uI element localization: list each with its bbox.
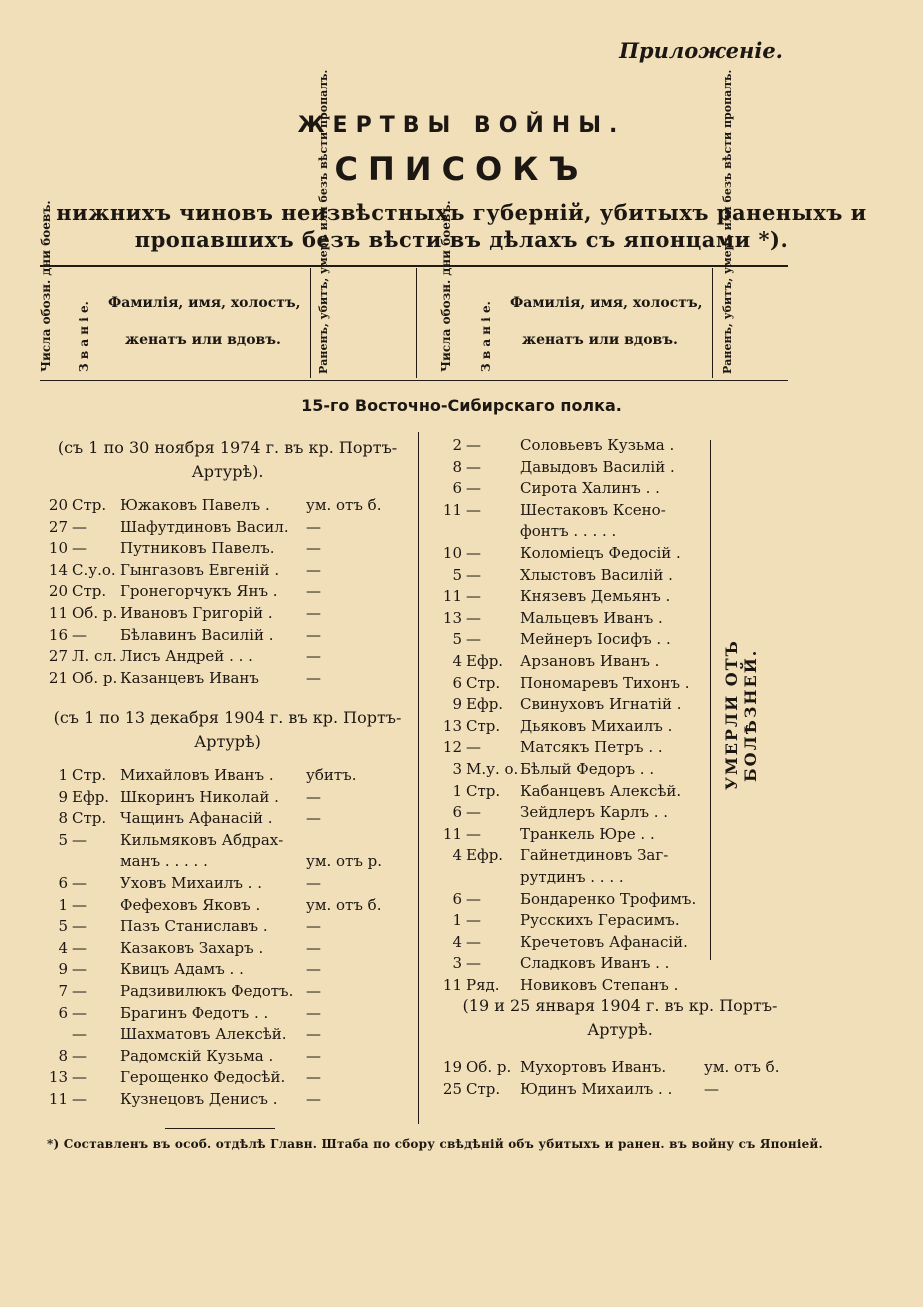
entry-status: — [306,582,321,601]
entry-name: Фефеховъ Яковъ . [120,895,261,914]
table-row [38,958,398,980]
entry-rank: — [72,895,87,914]
table-row [432,801,712,823]
entry-rank: — [466,738,481,757]
table-row [432,952,712,974]
entry-day: 4 [452,932,462,951]
entry-day: 8 [58,809,68,828]
entry-status: — [704,1080,719,1098]
table-row [432,823,712,845]
table-row [432,758,712,780]
entry-name: Шахматовъ Алексѣй. [120,1025,287,1044]
entry-name: Радзивилюкъ Федотъ. [120,982,294,1000]
entry-rank: — [466,565,481,584]
entry-day: 9 [452,695,462,714]
entry-day: 4 [452,652,462,670]
table-row [38,915,398,937]
entry-rank: Об. р. [72,668,118,687]
table-row [38,645,398,667]
entry-name: Гайнетдиновъ Заг- [520,846,669,865]
header-status-left: Раненъ, убитъ, умеръ или безъ вѣсти пропалъ. [317,69,330,374]
table-row [432,866,712,888]
entry-name: Казаковъ Захаръ . [120,938,264,957]
entry-rank: — [466,630,481,649]
entry-name: Соловьевъ Кузьма . [520,436,675,454]
entry-status: ум. отъ б. [306,496,382,514]
period-december-1904: (съ 1 по 13 декабря 1904 г. въ кр. Портъ-Артурѣ) [53,708,402,751]
entry-day: 7 [58,982,68,1000]
entry-rank: Ефр. [466,846,504,865]
entry-status: — [306,647,321,666]
table-row [432,693,712,715]
header-top-rule [40,265,788,267]
table-row [38,624,398,646]
period-january-1904: (19 и 25 января 1904 г. въ кр. Портъ-Артурѣ. [462,996,778,1039]
entry-name: Сирота Халинъ . . [520,479,660,498]
entry-day: 2 [452,436,462,454]
table-row [38,980,398,1002]
table-row [432,434,712,456]
entry-rank: Ефр. [466,652,504,670]
entry-name: Кречетовъ Афанасій. [520,932,688,951]
entry-day: 27 [48,647,68,666]
table-row [432,520,712,542]
entry-rank: — [466,544,481,562]
entry-rank: Ефр. [466,695,504,714]
entry-name: Путниковъ Павелъ. [120,539,275,558]
entry-day: 6 [58,874,68,892]
entry-day: 14 [48,560,68,579]
entry-status: убитъ. [306,766,357,784]
entry-name: Гронегорчукъ Янъ . [120,582,278,601]
entry-status: — [306,1025,321,1044]
entry-rank: Ефр. [72,787,110,806]
entry-rank: — [72,1025,87,1044]
entry-status: — [306,874,321,892]
entry-status: — [306,1046,321,1065]
entry-name: Русскихъ Герасимъ. [520,911,680,930]
entry-day: 11 [48,1090,68,1108]
table-row [432,780,712,802]
entry-day: 4 [58,938,68,957]
entry-name: Пазъ Станиславъ . [120,917,268,936]
entry-status: — [306,625,321,644]
entry-status: ум. отъ б. [704,1058,780,1076]
entry-day: 20 [48,582,68,601]
table-row [38,1066,398,1088]
entry-day: 13 [442,608,462,627]
entry-name: Бѣлый Федоръ . . [520,760,655,778]
entry-day: 11 [442,976,462,994]
entry-day: 11 [48,604,68,622]
footnote: *) Составленъ въ особ. отдѣлѣ Главн. Штаба по сбору свѣдѣній объ убитыхъ и ранен. въ войну съ Японіей. [47,1137,823,1151]
entry-rank: — [466,932,481,951]
header-divider-center [416,268,417,378]
table-row [432,1078,792,1100]
entry-rank: — [72,874,87,892]
entry-rank: — [72,1046,87,1065]
entry-day: 9 [58,960,68,979]
table-row [38,1023,398,1045]
entry-rank: Стр. [72,766,107,784]
table-row [38,807,398,829]
entry-day: 3 [452,760,462,778]
table-row [432,564,712,586]
entry-name: Кабанцевъ Алексѣй. [520,781,682,800]
entry-status: ум. отъ р. [306,852,383,871]
entry-rank: Об. р. [466,1058,512,1076]
table-row [38,494,398,516]
entry-rank: — [466,457,481,476]
table-row [38,1088,398,1110]
regiment-title: 15-го Восточно-Сибирскаго полка. [301,396,622,415]
title-victims-of-war: ЖЕРТВЫ ВОЙНЫ. [297,113,626,138]
entry-name: Сладковъ Иванъ . . [520,954,670,973]
illness-brace [710,440,711,960]
entry-day: 13 [442,716,462,735]
entry-day: 6 [452,479,462,498]
entry-day: 10 [48,539,68,558]
entry-rank: Стр. [466,1080,501,1098]
entry-name: Хлыстовъ Василій . [520,565,673,584]
entry-rank: — [466,803,481,822]
entry-rank: — [466,500,481,519]
entry-status: ум. отъ б. [306,895,382,914]
table-row [38,894,398,916]
table-row [38,937,398,959]
entry-name: Свинуховъ Игнатій . [520,695,682,714]
table-row [432,974,712,996]
entry-name: Давыдовъ Василій . [520,457,675,476]
entry-rank: — [466,911,481,930]
table-row [432,909,712,931]
entry-status: — [306,917,321,936]
entry-day: 16 [48,625,68,644]
entry-rank: — [72,517,87,536]
entry-day: 6 [452,889,462,908]
entry-status: — [306,982,321,1000]
appendix-label: Приложеніе. [619,38,783,63]
entry-status: — [306,787,321,806]
header-status-right: Раненъ, убитъ, умеръ или безъ вѣсти пропалъ. [721,69,734,374]
entry-name: Чащинъ Афанасій . [120,809,273,828]
entry-day: 9 [58,787,68,806]
entry-rank: — [72,938,87,957]
header-days-right: Числа обозн. дни боевъ. [439,200,453,372]
entry-name: Брагинъ Федотъ . . [120,1003,269,1022]
table-row [432,844,712,866]
entry-day: 21 [48,668,68,687]
entry-status: — [306,960,321,979]
entry-status: — [306,539,321,558]
header-divider-right [712,268,713,378]
entry-rank: — [72,1068,87,1087]
entry-name: Матсякъ Петръ . . [520,738,663,757]
entry-day: 3 [452,954,462,973]
subtitle-line-2: пропавшихъ безъ вѣсти въ дѣлахъ съ японцами *). [134,227,789,252]
entry-rank: — [72,982,87,1000]
entry-day: 8 [452,457,462,476]
entry-name: Зейдлеръ Карлъ . . [520,803,669,822]
table-row [432,736,712,758]
entry-name: Южаковъ Павелъ . [120,496,270,514]
entry-day: 5 [58,917,68,936]
entry-name: Уховъ Михаилъ . . [120,874,262,892]
entry-name: Гынгазовъ Евгеній . [120,560,280,579]
entry-rank: — [466,587,481,606]
entry-status: — [306,560,321,579]
entry-day: 1 [452,781,462,800]
table-row [38,872,398,894]
entry-status: — [306,604,321,622]
table-row [432,542,712,564]
entry-day: 1 [58,766,68,784]
entry-name: манъ . . . . . [120,852,208,871]
entry-day: 6 [452,803,462,822]
entry-rank: Стр. [466,716,501,735]
table-row [38,829,398,851]
table-row [432,456,712,478]
table-row [432,672,712,694]
entry-status: — [306,1090,321,1108]
entry-rank: — [72,917,87,936]
header-name-left-1: Фамилія, имя, холостъ, [108,295,301,311]
entry-rank: — [466,436,481,454]
entry-name: Мальцевъ Иванъ . [520,608,663,627]
entry-day: 19 [442,1058,462,1076]
table-row [432,585,712,607]
entry-rank: Стр. [466,781,501,800]
table-row [38,580,398,602]
header-divider-left [310,268,311,378]
entry-day: 5 [452,630,462,649]
entry-day: 12 [442,738,462,757]
entry-day: 13 [48,1068,68,1087]
entry-rank: — [466,608,481,627]
table-row [432,650,712,672]
entry-rank: Стр. [466,673,501,692]
entry-name: Дьяковъ Михаилъ . [520,716,673,735]
table-row [432,607,712,629]
table-row [432,477,712,499]
entry-day: 11 [442,824,462,843]
entry-name: Транкель Юре . . [520,824,655,843]
entry-day: 5 [452,565,462,584]
entry-name: Казанцевъ Иванъ [120,668,259,687]
table-row [38,786,398,808]
entry-rank: — [72,1090,87,1108]
entry-name: Князевъ Демьянъ . [520,587,671,606]
entry-name: Лисъ Андрей . . . [120,647,253,666]
period-november-1904: (съ 1 по 30 ноября 1974 г. въ кр. Портъ-Артурѣ). [57,438,398,481]
footnote-rule [165,1128,275,1129]
entry-day: 20 [48,496,68,514]
entry-status: — [306,938,321,957]
died-of-illness-label: УМЕРЛИ ОТЪ БОЛѢЗНЕЙ. [722,639,760,791]
entry-name: Радомскій Кузьма . [120,1046,274,1065]
entry-rank: — [466,889,481,908]
column-divider [418,432,419,1124]
entry-day: 1 [58,895,68,914]
entry-rank: — [72,960,87,979]
table-row [432,628,712,650]
entry-name: Новиковъ Степанъ . [520,976,679,994]
entry-day: 11 [442,587,462,606]
header-rank-right: З в а н і е. [479,301,493,372]
table-row [38,537,398,559]
entry-rank: — [466,479,481,498]
entry-rank: Ряд. [466,976,500,994]
entry-rank: — [72,539,87,558]
entry-rank: — [72,1003,87,1022]
table-row [432,888,712,910]
entry-status: — [306,668,321,687]
table-row [38,764,398,786]
entry-name: Коломіецъ Федосій . [520,544,681,562]
entry-name: Бондаренко Трофимъ. [520,889,697,908]
entry-status: — [306,809,321,828]
entry-name: Шестаковъ Ксено- [520,500,666,519]
header-bottom-rule [40,380,788,381]
table-row [38,850,398,872]
entry-name: рутдинъ . . . . [520,868,624,886]
entry-day: 10 [442,544,462,562]
entry-name: Пономаревъ Тихонъ . [520,673,690,692]
entry-rank: Стр. [72,496,107,514]
table-row [38,516,398,538]
entry-rank: — [72,625,87,644]
entry-rank: — [72,830,87,849]
entry-day: 6 [452,673,462,692]
entry-name: Герощенко Федосѣй. [120,1068,286,1087]
header-name-left-2: женатъ или вдовъ. [125,332,281,348]
entry-name: Юдинъ Михаилъ . . [520,1080,673,1098]
table-row [38,559,398,581]
entry-day: 4 [452,846,462,865]
entry-name: Ивановъ Григорій . [120,604,273,622]
header-days-left: Числа обозн. дни боевъ. [39,200,53,372]
table-row [432,931,712,953]
entry-rank: Л. сл. [72,647,117,666]
entry-status: — [306,1068,321,1087]
entry-name: Шафутдиновъ Васил. [120,517,289,536]
entry-name: Мухортовъ Иванъ. [520,1058,667,1076]
entry-name: Бѣлавинъ Василій . [120,625,274,644]
entry-status: — [306,1003,321,1022]
entry-rank: Об. р. [72,604,118,622]
table-row [38,1002,398,1024]
table-row [38,667,398,689]
table-row [432,1056,792,1078]
header-name-right-1: Фамилія, имя, холостъ, [510,295,703,311]
header-rank-left: З в а н і е. [77,301,91,372]
table-row [38,1045,398,1067]
entry-day: 8 [58,1046,68,1065]
entry-day: 11 [442,500,462,519]
entry-name: фонтъ . . . . . [520,522,617,541]
title-list: СПИСОКЪ [334,150,589,188]
entry-day: 5 [58,830,68,849]
entry-name: Кузнецовъ Денисъ . [120,1090,278,1108]
entry-rank: М.у. о. [466,760,519,778]
subtitle-line-1: нижнихъ чиновъ неизвѣстныхъ губерній, убитыхъ раненыхъ и [56,200,867,225]
entry-rank: С.у.о. [72,560,116,579]
entry-name: Мейнеръ Іосифъ . . [520,630,671,649]
entry-day: 27 [48,517,68,536]
entry-day: 6 [58,1003,68,1022]
entry-name: Кильмяковъ Абдрах- [120,830,284,849]
header-name-right-2: женатъ или вдовъ. [522,332,678,348]
entry-rank: Стр. [72,582,107,601]
entry-name: Михайловъ Иванъ . [120,766,274,784]
entry-name: Шкоринъ Николай . [120,787,279,806]
table-row [432,499,712,521]
entry-status: — [306,517,321,536]
table-row [432,715,712,737]
table-row [38,602,398,624]
entry-rank: — [466,824,481,843]
entry-day: 1 [452,911,462,930]
entry-rank: — [466,954,481,973]
entry-rank: Стр. [72,809,107,828]
entry-name: Арзановъ Иванъ . [520,652,660,670]
entry-day: 25 [442,1080,462,1098]
entry-name: Квицъ Адамъ . . [120,960,244,979]
